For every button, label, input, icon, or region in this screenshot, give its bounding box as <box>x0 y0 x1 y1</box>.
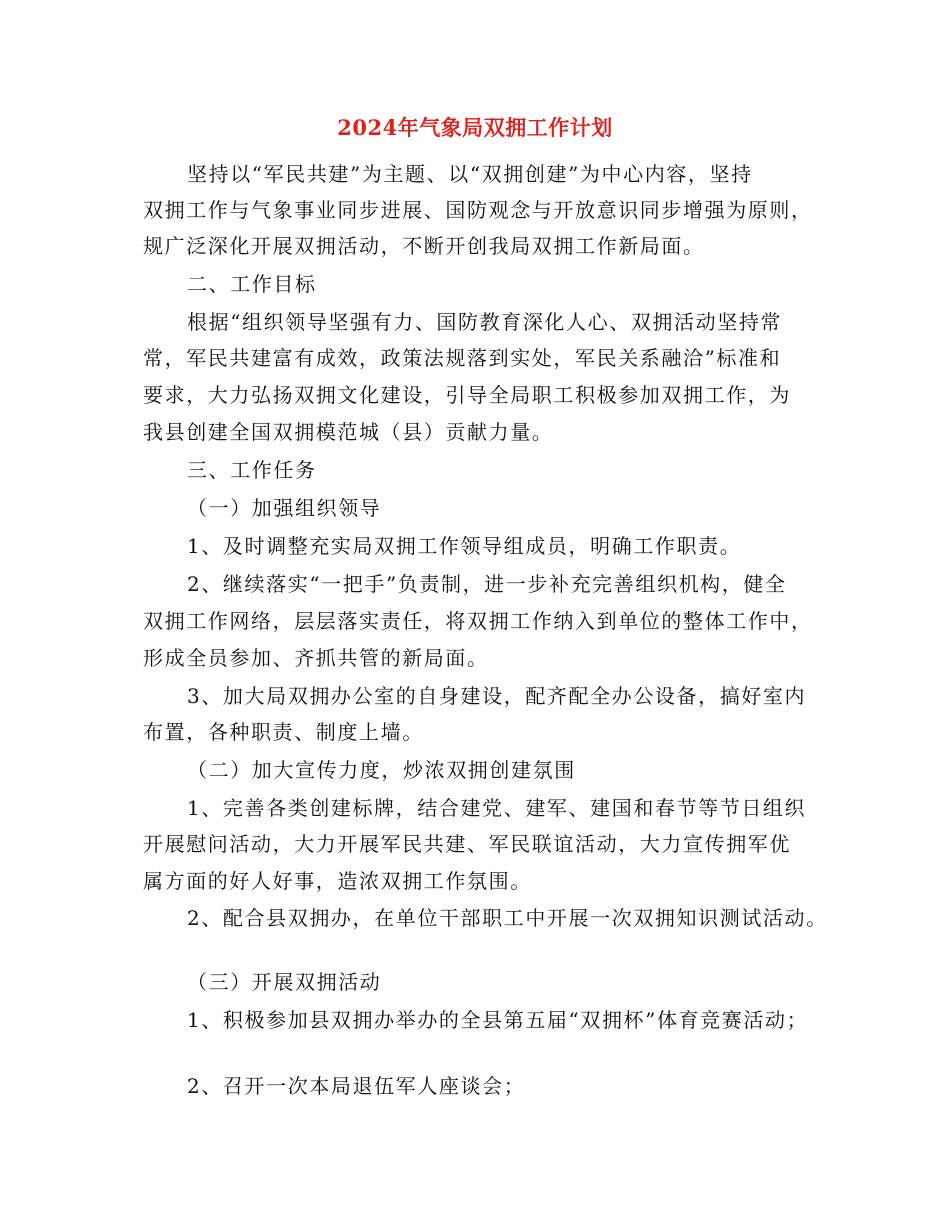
paragraph-line: 我县创建全国双拥模范城（县）贡献力量。 <box>143 420 554 444</box>
paragraph-line: 坚持以“军民共建”为主题、以“双拥创建”为中心内容，坚持 <box>187 162 753 186</box>
paragraph-line: 布置，各种职责、制度上墙。 <box>143 720 424 744</box>
paragraph-line: 2、召开一次本局退伍军人座谈会； <box>187 1074 526 1098</box>
subsection-heading: （一）加强组织领导 <box>187 496 382 520</box>
paragraph-line: 1、积极参加县双拥办举办的全县第五届“双拥杯”体育竞赛活动； <box>187 1008 809 1032</box>
document-title: 2024年气象局双拥工作计划 <box>337 115 613 140</box>
subsection-heading: （二）加大宣传力度，炒浓双拥创建氛围 <box>187 758 576 782</box>
paragraph-line: 双拥工作网络，层层落实责任，将双拥工作纳入到单位的整体工作中， <box>143 609 813 633</box>
paragraph-line: 根据“组织领导坚强有力、国防教育深化人心、双拥活动坚持常 <box>187 310 783 334</box>
paragraph-line: 2、配合县双拥办，在单位干部职工中开展一次双拥知识测试活动。 <box>187 906 828 930</box>
paragraph-line: 3、加大局双拥办公室的自身建设，配齐配全办公设备，搞好室内 <box>187 684 807 708</box>
paragraph-line: 2、继续落实“一把手”负责制，进一步补充完善组织机构，健全 <box>187 572 787 596</box>
paragraph-line: 1、完善各类创建标牌，结合建党、建军、建国和春节等节日组织 <box>187 796 807 820</box>
section-heading: 二、工作目标 <box>187 272 317 296</box>
paragraph-line: 形成全员参加、齐抓共管的新局面。 <box>143 646 489 670</box>
paragraph-line: 要求，大力弘扬双拥文化建设，引导全局职工积极参加双拥工作，为 <box>143 383 791 407</box>
paragraph-line: 常，军民共建富有成效，政策法规落到实处，军民关系融洽”标准和 <box>143 346 782 370</box>
paragraph-line: 开展慰问活动，大力开展军民共建、军民联谊活动，大力宣传拥军优 <box>143 832 791 856</box>
paragraph-line: 属方面的好人好事，造浓双拥工作氛围。 <box>143 869 532 893</box>
paragraph-line: 规广泛深化开展双拥活动，不断开创我局双拥工作新局面。 <box>143 234 705 258</box>
paragraph-line: 1、及时调整充实局双拥工作领导组成员，明确工作职责。 <box>187 534 742 558</box>
paragraph-line: 双拥工作与气象事业同步进展、国防观念与开放意识同步增强为原则， <box>143 198 813 222</box>
subsection-heading: （三）开展双拥活动 <box>187 970 382 994</box>
section-heading: 三、工作任务 <box>187 458 317 482</box>
